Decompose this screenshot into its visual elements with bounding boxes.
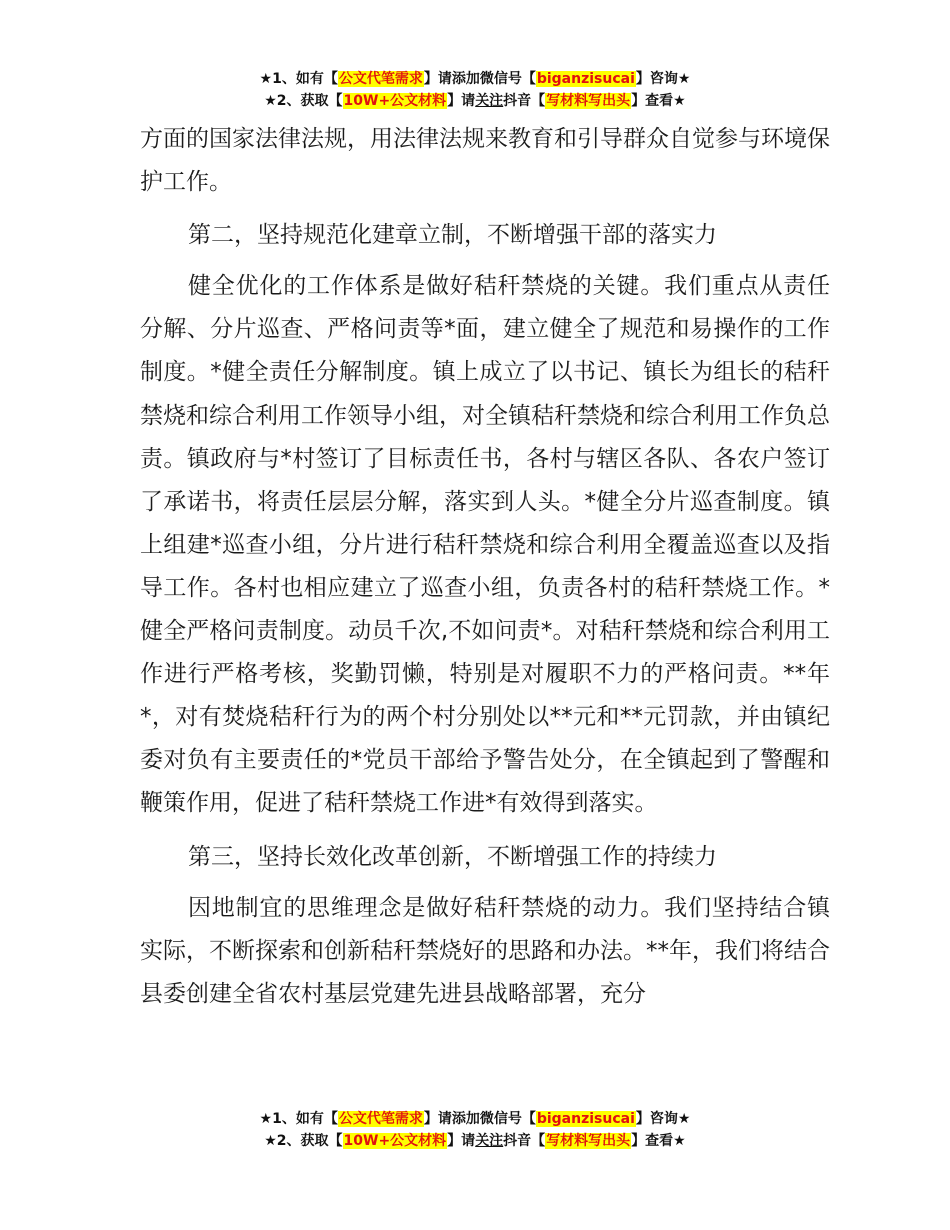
banner-text: ★2、获取【 — [264, 93, 343, 109]
banner-text: ★1、如有【 — [259, 1111, 338, 1127]
banner-text: 】咨询★ — [635, 71, 691, 87]
banner-text: 抖音【 — [503, 1133, 546, 1149]
banner-text: 抖音【 — [503, 93, 546, 109]
document-body — [140, 118, 830, 1016]
banner-text: 】请 — [447, 1133, 476, 1149]
paragraph: 健全优化的工作体系是做好秸秆禁烧的关键。我们重点从责任分解、分片巡查、严格问责等*面，建立健全了规范和易操作的工作制度。*健全责任分解制度。镇上成立了以书记、镇长为组长的秸秆禁烧和综合利用工作领导小组，对全镇秸秆禁烧和综合利用工作负总责。镇政府与*村签订了目标责任书，各村与辖区各队、各农户签订了承诺书，将责任层层分解，落实到人头。*健全分片巡查制度。镇上组建*巡查小组，分片进行秸秆禁烧和综合利用全覆盖巡查以及指导工作。各村也相应建立了巡查小组，负责各村的秸秆禁烧工作。*健全严格问责制度。动员千次,不如问责*。对秸秆禁烧和综合利用工作进行严格考核，奖勤罚懒，特别是对履职不力的严格问责。**年*，对有焚烧秸秆行为的两个村分别处以**元和**元罚款，并由镇纪委对负有主要责任的*党员干部给予警告处分，在全镇起到了警醒和鞭策作用，促进了秸秆禁烧工作进*有效得到落实。 — [140, 273, 830, 817]
banner-highlight: biganzisucai — [536, 71, 635, 87]
banner-highlight: 10W+公文材料 — [343, 93, 447, 109]
header-banner-line-1 — [0, 68, 950, 90]
banner-highlight: 公文代笔需求 — [338, 71, 423, 87]
section-heading: 第二，坚持规范化建章立制，不断增强干部的落实力 — [188, 222, 717, 249]
banner-text: 】查看★ — [631, 93, 686, 109]
banner-text: 】请添加微信号【 — [423, 71, 536, 87]
banner-underlined-text: 关注 — [475, 93, 504, 109]
banner-text: 】请 — [447, 93, 476, 109]
paragraph: 因地制宜的思维理念是做好秸秆禁烧的动力。我们坚持结合镇实际，不断探索和创新秸秆禁烧好的思路和办法。**年，我们将结合县委创建全省农村基层党建先进县战略部署，充分 — [140, 894, 830, 1007]
banner-highlight: 写材料写出头 — [546, 1133, 631, 1149]
header-banner — [0, 68, 950, 112]
banner-text: ★2、获取【 — [264, 1133, 343, 1149]
header-banner-line-2 — [0, 90, 950, 112]
footer-banner — [0, 1108, 950, 1152]
footer-banner-line-1 — [0, 1108, 950, 1130]
banner-text: ★1、如有【 — [259, 71, 338, 87]
banner-text: 】咨询★ — [635, 1111, 691, 1127]
banner-highlight: 10W+公文材料 — [343, 1133, 447, 1149]
footer-banner-line-2 — [0, 1130, 950, 1152]
banner-text: 】请添加微信号【 — [423, 1111, 536, 1127]
banner-highlight: 写材料写出头 — [546, 93, 631, 109]
banner-highlight: 公文代笔需求 — [338, 1111, 423, 1127]
banner-highlight: biganzisucai — [536, 1111, 635, 1127]
banner-text: 】查看★ — [631, 1133, 686, 1149]
section-heading: 第三，坚持长效化改革创新，不断增强工作的持续力 — [188, 843, 717, 870]
paragraph: 方面的国家法律法规，用法律法规来教育和引导群众自觉参与环境保护工作。 — [140, 126, 830, 196]
banner-underlined-text: 关注 — [475, 1133, 504, 1149]
